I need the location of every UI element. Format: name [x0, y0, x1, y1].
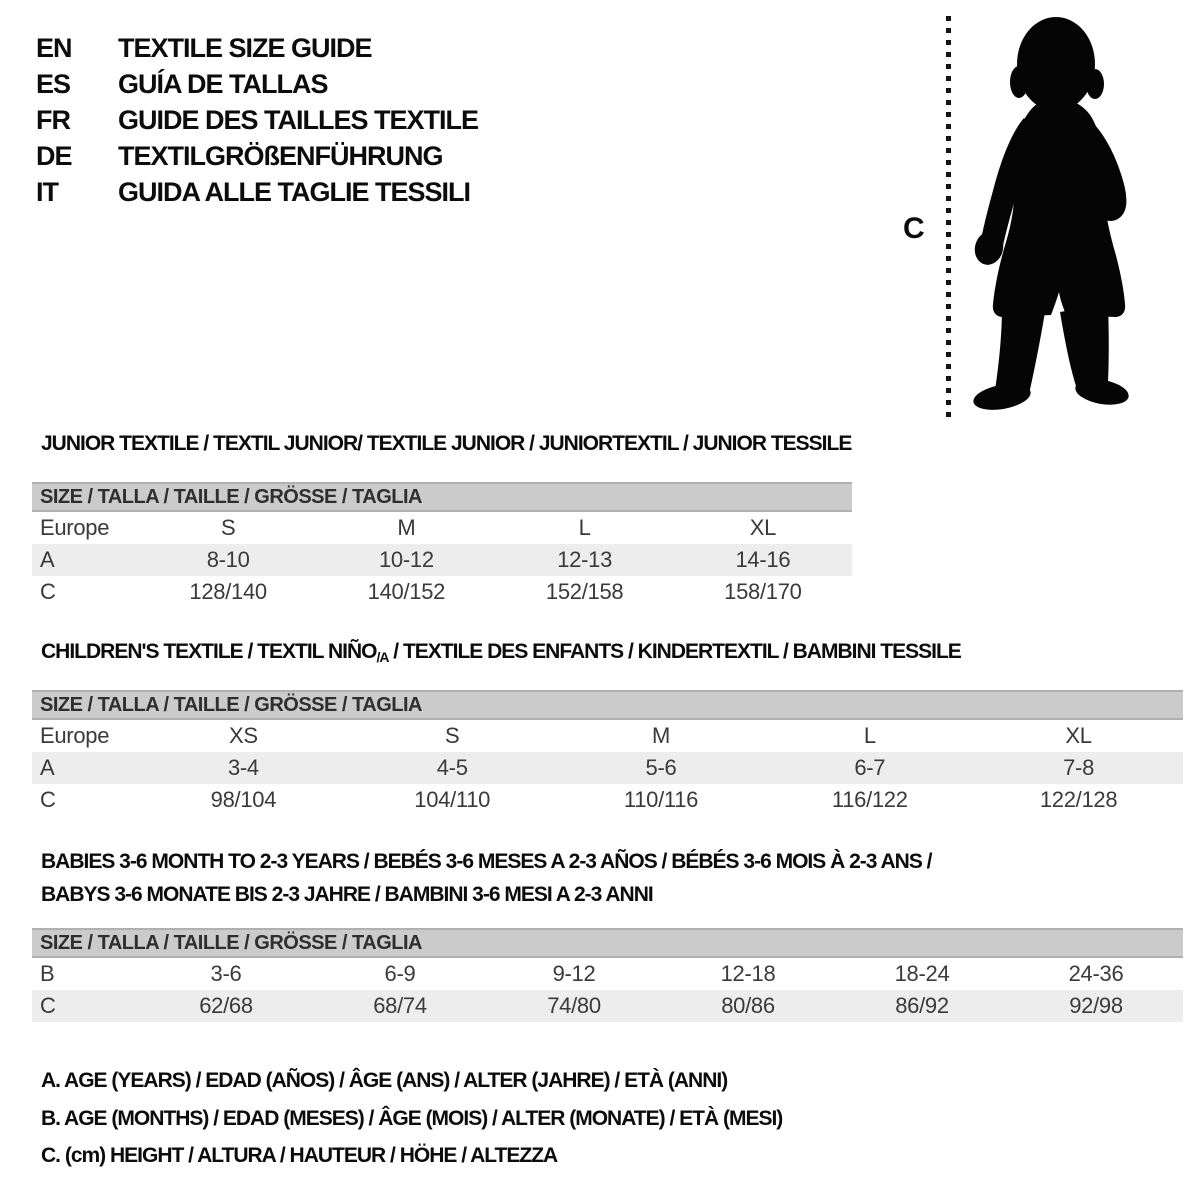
months-cell: 18-24 [894, 961, 950, 986]
months-cell: 24-36 [1068, 961, 1124, 986]
table-row-months [32, 958, 1183, 990]
guide-title: TEXTILGRÖßENFÜHRUNG [118, 140, 443, 171]
table-row-europe [32, 512, 852, 544]
age-cell: 7-8 [1063, 755, 1095, 780]
size-cell: L [863, 723, 876, 748]
table-row-height [32, 576, 852, 608]
height-cell: 74/80 [547, 993, 601, 1018]
babies-title-line2: BABYS 3-6 MONATE BIS 2-3 JAHRE / BAMBINI 3-6 MESI A 2-3 ANNI [41, 883, 653, 906]
age-cell: 6-7 [854, 755, 886, 780]
language-code: ES [36, 68, 71, 99]
language-row-fr [36, 102, 478, 138]
section-title-children [41, 640, 961, 665]
height-measure-label: C [903, 212, 925, 245]
row-label: C [40, 579, 56, 604]
language-title-block [36, 30, 478, 210]
height-cell: 158/170 [724, 579, 802, 604]
title-part: CHILDREN'S TEXTILE / TEXTIL NIÑO [41, 640, 377, 663]
guide-title: TEXTILE SIZE GUIDE [118, 32, 372, 63]
table-row-europe [32, 720, 1183, 752]
table-header-bar: SIZE / TALLA / TAILLE / GRÖSSE / TAGLIA [32, 928, 1183, 958]
title-part: / TEXTILE DES ENFANTS / KINDERTEXTIL / BAMBINI TESSILE [388, 640, 961, 663]
row-label: C [40, 993, 56, 1018]
babies-size-table [32, 928, 1183, 1022]
size-cell: L [578, 515, 591, 540]
title-subscript: /A [376, 649, 389, 665]
size-cell: S [220, 515, 236, 540]
height-cell: 86/92 [895, 993, 949, 1018]
row-label: B [40, 961, 55, 986]
age-cell: 8-10 [206, 547, 250, 572]
height-measure-dashed-line [946, 16, 951, 417]
table-header-bar: SIZE / TALLA / TAILLE / GRÖSSE / TAGLIA [32, 690, 1183, 720]
age-cell: 4-5 [436, 755, 468, 780]
guide-title: GUIDA ALLE TAGLIE TESSILI [118, 176, 470, 207]
legend-age-months: B. AGE (MONTHS) / EDAD (MESES) / ÂGE (MOIS) / ALTER (MONATE) / ETÀ (MESI) [41, 1106, 783, 1130]
language-code: DE [36, 140, 72, 171]
size-cell: XS [229, 723, 258, 748]
table-row-height [32, 784, 1183, 816]
size-cell: S [445, 723, 460, 748]
guide-title: GUIDE DES TAILLES TEXTILE [118, 104, 479, 135]
age-cell: 10-12 [378, 547, 434, 572]
size-cell: M [397, 515, 416, 540]
table-header-bar: SIZE / TALLA / TAILLE / GRÖSSE / TAGLIA [32, 482, 852, 512]
measurement-legend [41, 1062, 782, 1175]
age-cell: 12-13 [557, 547, 613, 572]
height-cell: 104/110 [414, 787, 491, 812]
babies-title-line1: BABIES 3-6 MONTH TO 2-3 YEARS / BEBÉS 3-6 MESES A 2-3 AÑOS / BÉBÉS 3-6 MOIS À 2-3 ANS / [41, 850, 932, 873]
language-row-es [36, 66, 478, 102]
language-row-en [36, 30, 478, 66]
section-title-junior: JUNIOR TEXTILE / TEXTIL JUNIOR/ TEXTILE JUNIOR / JUNIORTEXTIL / JUNIOR TESSILE [41, 432, 852, 455]
section-title-babies [41, 845, 932, 911]
height-cell: 122/128 [1039, 787, 1118, 812]
legend-age-years: A. AGE (YEARS) / EDAD (AÑOS) / ÂGE (ANS) / ALTER (JAHRE) / ETÀ (ANNI) [41, 1069, 728, 1092]
height-cell: 98/104 [210, 787, 277, 812]
size-cell: M [651, 723, 670, 748]
age-cell: 14-16 [735, 547, 791, 572]
height-cell: 116/122 [831, 787, 908, 812]
guide-title: GUÍA DE TALLAS [118, 68, 328, 99]
size-cell: XL [1065, 723, 1092, 748]
age-cell: 3-4 [227, 755, 259, 780]
row-label: C [40, 787, 56, 812]
table-row-height [32, 990, 1183, 1022]
table-row-age [32, 752, 1183, 784]
height-cell: 152/158 [545, 579, 624, 604]
table-row-age [32, 544, 852, 576]
row-label: Europe [40, 515, 110, 540]
height-cell: 62/68 [199, 993, 253, 1018]
children-size-table [32, 690, 1183, 816]
junior-size-table [32, 482, 852, 608]
height-cell: 140/152 [367, 579, 446, 604]
toddler-silhouette-image [960, 12, 1138, 414]
language-code: FR [36, 104, 70, 135]
language-code: EN [36, 32, 72, 63]
row-label: Europe [40, 723, 110, 748]
row-label: A [40, 547, 55, 572]
size-cell: XL [749, 515, 777, 540]
months-cell: 3-6 [210, 961, 242, 986]
language-row-it [36, 174, 478, 210]
months-cell: 12-18 [720, 961, 776, 986]
height-cell: 80/86 [721, 993, 775, 1018]
height-cell: 92/98 [1069, 993, 1123, 1018]
legend-height-cm: C. (cm) HEIGHT / ALTURA / HAUTEUR / HÖHE / ALTEZZA [41, 1144, 558, 1167]
language-code: IT [36, 176, 58, 207]
months-cell: 9-12 [552, 961, 596, 986]
months-cell: 6-9 [384, 961, 416, 986]
height-cell: 128/140 [189, 579, 267, 604]
height-cell: 68/74 [373, 993, 427, 1018]
language-row-de [36, 138, 478, 174]
height-cell: 110/116 [623, 787, 699, 812]
age-cell: 5-6 [645, 755, 677, 780]
row-label: A [40, 755, 55, 780]
